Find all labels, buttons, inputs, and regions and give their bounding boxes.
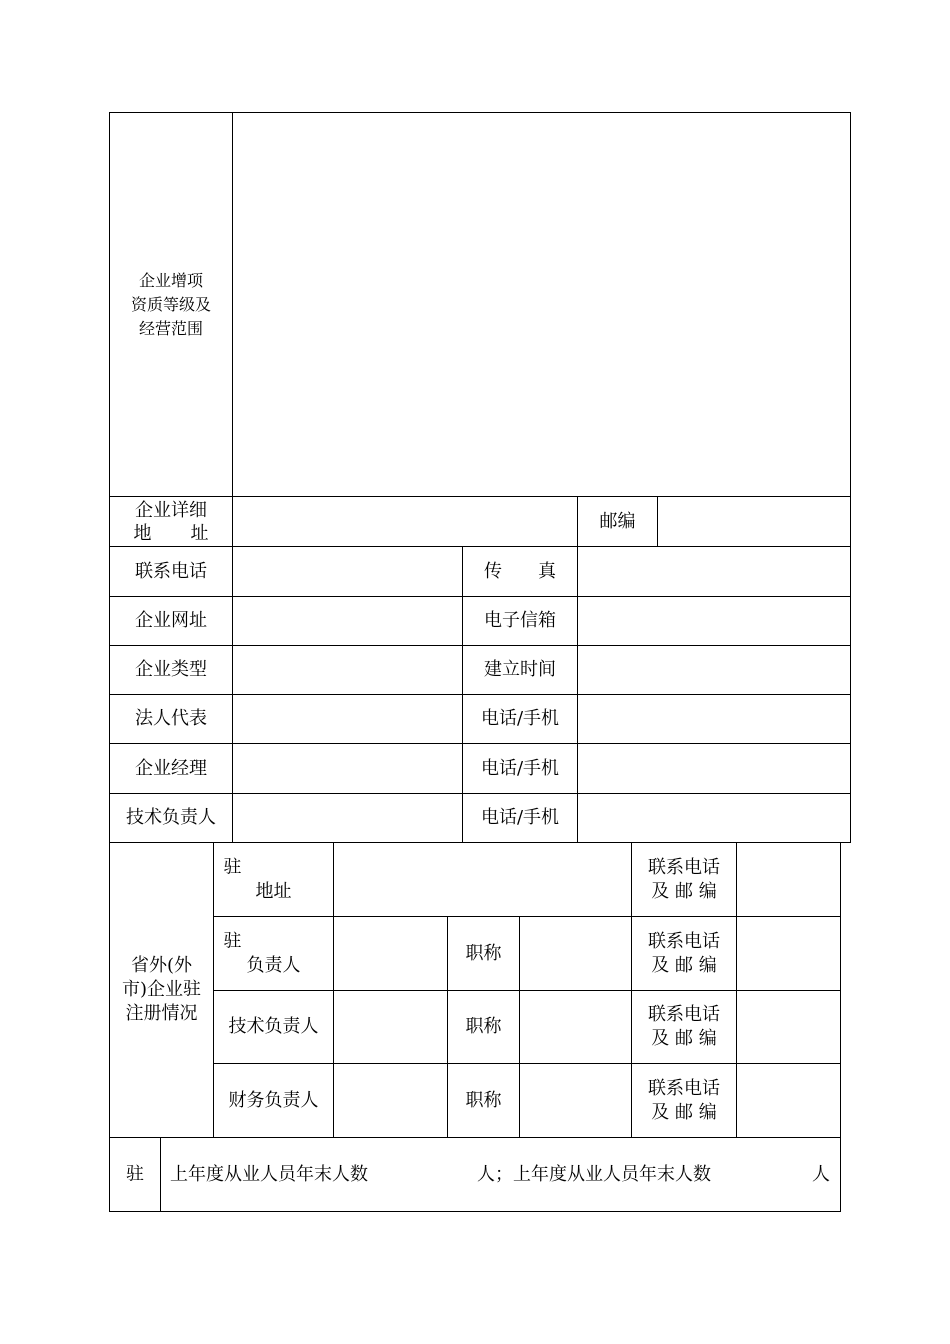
- scope-value-cell[interactable]: [233, 113, 850, 496]
- branch-tech-lead-label: 技术负责人: [228, 1016, 319, 1037]
- address-label: [110, 497, 232, 546]
- address-label-char: 地: [133, 522, 152, 544]
- email-label: 电子信箱: [484, 610, 556, 631]
- contact-label-line: 及 邮 编: [651, 1101, 717, 1123]
- contact-label-line: 联系电话: [648, 856, 720, 878]
- branch-tech-lead-value-cell[interactable]: [334, 991, 447, 1063]
- branch-address-label: [214, 843, 333, 916]
- phone-label: 联系电话: [135, 560, 207, 582]
- branch-tech-lead-title-label: 职称: [465, 1016, 502, 1037]
- branch-manager-value-cell[interactable]: [334, 917, 447, 990]
- founded-label: 建立时间: [484, 659, 556, 680]
- branch-manager-title-label: 职称: [465, 942, 502, 964]
- branch-section-label-line: 市)企业驻: [121, 979, 202, 1000]
- branch-manager-label: [214, 917, 333, 990]
- scope-label-line: 企业增项: [138, 270, 203, 290]
- branch-section-label-line: 省外(外: [130, 955, 193, 976]
- scope-label-line: 资质等级及: [130, 294, 211, 314]
- rule: [850, 112, 851, 843]
- fax-value-cell[interactable]: [578, 547, 850, 596]
- website-value-cell[interactable]: [233, 597, 462, 645]
- manager-phone-value-cell[interactable]: [578, 744, 850, 793]
- branch-section-label-line: 注册情况: [125, 1003, 198, 1024]
- headcount-text-1: 上年度从业人员年末人数: [170, 1163, 368, 1185]
- address-label-char: 址: [190, 522, 209, 544]
- legal-rep-value-cell[interactable]: [233, 695, 462, 743]
- contact-label-line: 联系电话: [648, 1077, 720, 1099]
- branch-tech-lead-title-value-cell[interactable]: [520, 991, 631, 1063]
- postcode-label: 邮编: [599, 510, 636, 532]
- website-label: 企业网址: [135, 610, 207, 631]
- branch-address-label-line: 地址: [255, 880, 292, 902]
- branch-manager-contact-value-cell[interactable]: [737, 917, 840, 990]
- manager-label: 企业经理: [135, 757, 207, 779]
- address-label-line: 企业详细: [135, 499, 207, 521]
- tech-lead-phone-label: 电话/手机: [480, 807, 560, 828]
- branch-address-contact-value-cell[interactable]: [737, 843, 840, 916]
- branch-manager-contact-label: [632, 917, 736, 990]
- branch-manager-label-line: 驻: [223, 930, 242, 952]
- branch-tech-lead-contact-value-cell[interactable]: [737, 991, 840, 1063]
- founded-value-cell[interactable]: [578, 646, 850, 694]
- fax-label: 传 真: [484, 560, 556, 582]
- contact-label-line: 及 邮 编: [651, 954, 717, 976]
- branch-manager-label-line: 负责人: [246, 954, 301, 976]
- branch-finance-title-label: 职称: [465, 1089, 502, 1111]
- phone-value-cell[interactable]: [233, 547, 462, 596]
- scope-label: [110, 113, 232, 496]
- branch-address-contact-label: [632, 843, 736, 916]
- email-value-cell[interactable]: [578, 597, 850, 645]
- rule: [109, 1211, 841, 1212]
- tech-lead-phone-value-cell[interactable]: [578, 794, 850, 842]
- contact-label-line: 联系电话: [648, 930, 720, 952]
- manager-phone-label: 电话/手机: [480, 757, 560, 779]
- branch-finance-value-cell[interactable]: [334, 1064, 447, 1137]
- tech-lead-label: 技术负责人: [126, 807, 216, 828]
- branch-finance-contact-value-cell[interactable]: [737, 1064, 840, 1137]
- branch-finance-label: 财务负责人: [228, 1089, 319, 1111]
- branch-tech-lead-contact-label: [632, 991, 736, 1063]
- scope-label-line: 经营范围: [138, 318, 203, 338]
- contact-label-line: 及 邮 编: [651, 1028, 717, 1049]
- legal-rep-label: 法人代表: [135, 708, 207, 729]
- address-value-cell[interactable]: [233, 497, 577, 546]
- postcode-value-cell[interactable]: [658, 497, 850, 546]
- manager-value-cell[interactable]: [233, 744, 462, 793]
- rule: [160, 1137, 161, 1212]
- headcount-text-3: 人: [812, 1163, 830, 1185]
- rule: [840, 842, 841, 1212]
- branch-section-label: [110, 843, 213, 1137]
- tech-lead-value-cell[interactable]: [233, 794, 462, 842]
- branch-address-value-cell[interactable]: [334, 843, 631, 916]
- legal-rep-phone-label: 电话/手机: [480, 708, 560, 729]
- company-type-label: 企业类型: [135, 659, 207, 680]
- bottom-row-label: 驻: [126, 1163, 144, 1185]
- contact-label-line: 联系电话: [648, 1004, 720, 1025]
- legal-rep-phone-value-cell[interactable]: [578, 695, 850, 743]
- contact-label-line: 及 邮 编: [651, 880, 717, 902]
- headcount-text-2: 人；上年度从业人员年末人数: [477, 1163, 711, 1185]
- branch-address-label-line: 驻: [223, 856, 242, 878]
- branch-finance-title-value-cell[interactable]: [520, 1064, 631, 1137]
- branch-manager-title-value-cell[interactable]: [520, 917, 631, 990]
- company-type-value-cell[interactable]: [233, 646, 462, 694]
- address-label-line: [134, 522, 209, 545]
- branch-finance-contact-label: [632, 1064, 736, 1137]
